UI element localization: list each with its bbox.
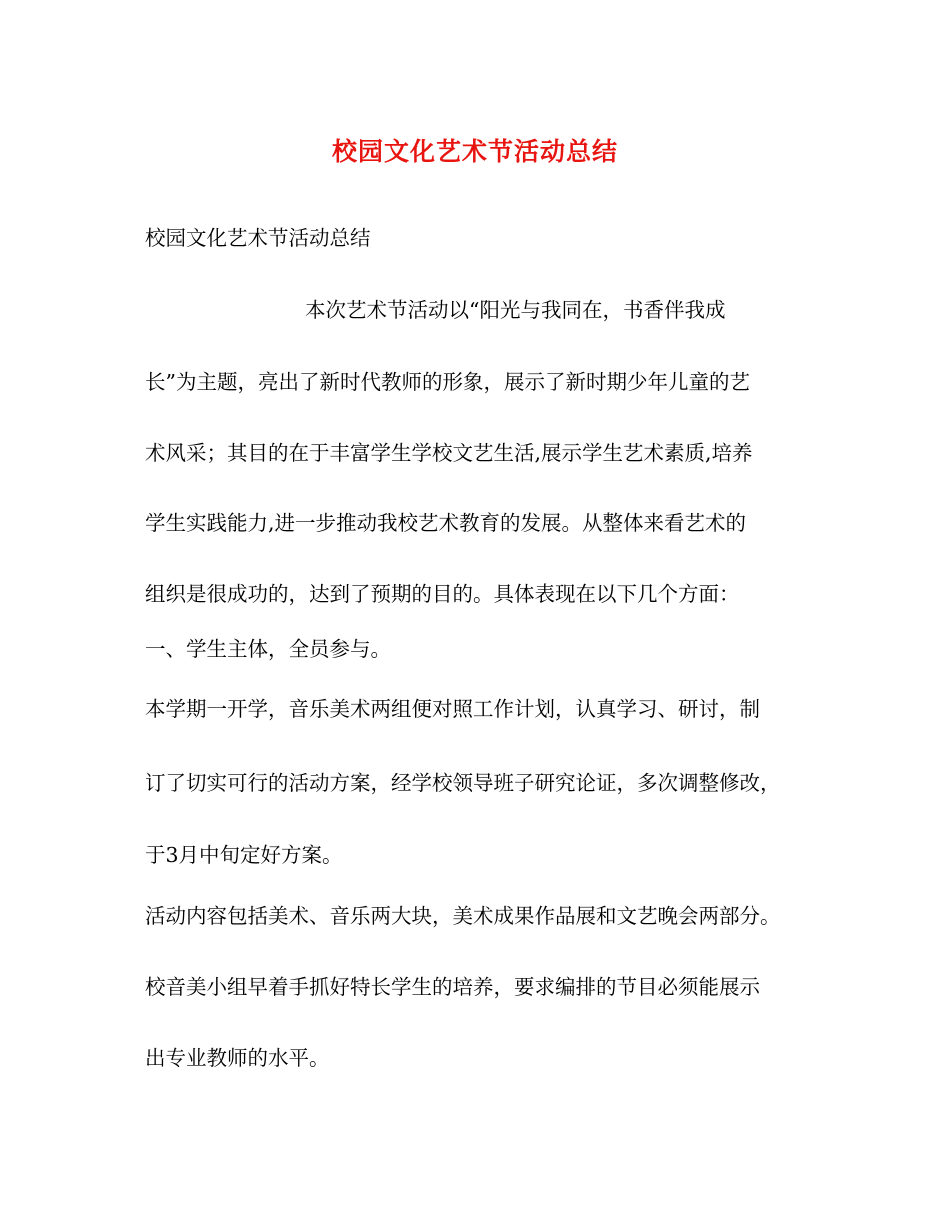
document-title: 校园文化艺术节活动总结: [331, 137, 618, 166]
paragraph-line: 组织是很成功的，达到了预期的目的。具体表现在以下几个方面：: [145, 582, 740, 606]
paragraph-line: 本学期一开学，音乐美术两组便对照工作计划，认真学习、研讨，制: [145, 697, 760, 721]
subtitle-line: 校园文化艺术节活动总结: [145, 226, 371, 250]
paragraph-line: 长”为主题，亮出了新时代教师的形象，展示了新时期少年儿童的艺: [145, 370, 750, 394]
paragraph-line: 本次艺术节活动以“阳光与我同在，书香伴我成: [305, 298, 726, 322]
section-heading: 一、学生主体，全员参与。: [145, 637, 391, 661]
paragraph-line: 订了切实可行的活动方案，经学校领导班子研究论证，多次调整修改，: [145, 771, 781, 795]
paragraph-line: 出专业教师的水平。: [145, 1046, 330, 1070]
paragraph-line: 校音美小组早着手抓好特长学生的培养，要求编排的节目必须能展示: [145, 975, 760, 999]
paragraph-line: 学生实践能力,进一步推动我校艺术教育的发展。从整体来看艺术的: [145, 511, 747, 535]
paragraph-line: 活动内容包括美术、音乐两大块，美术成果作品展和文艺晚会两部分。: [145, 904, 781, 928]
paragraph-line: 于3月中旬定好方案。: [145, 843, 343, 867]
paragraph-line: 术风采；其目的在于丰富学生学校文艺生活,展示学生艺术素质,培养: [145, 441, 753, 465]
